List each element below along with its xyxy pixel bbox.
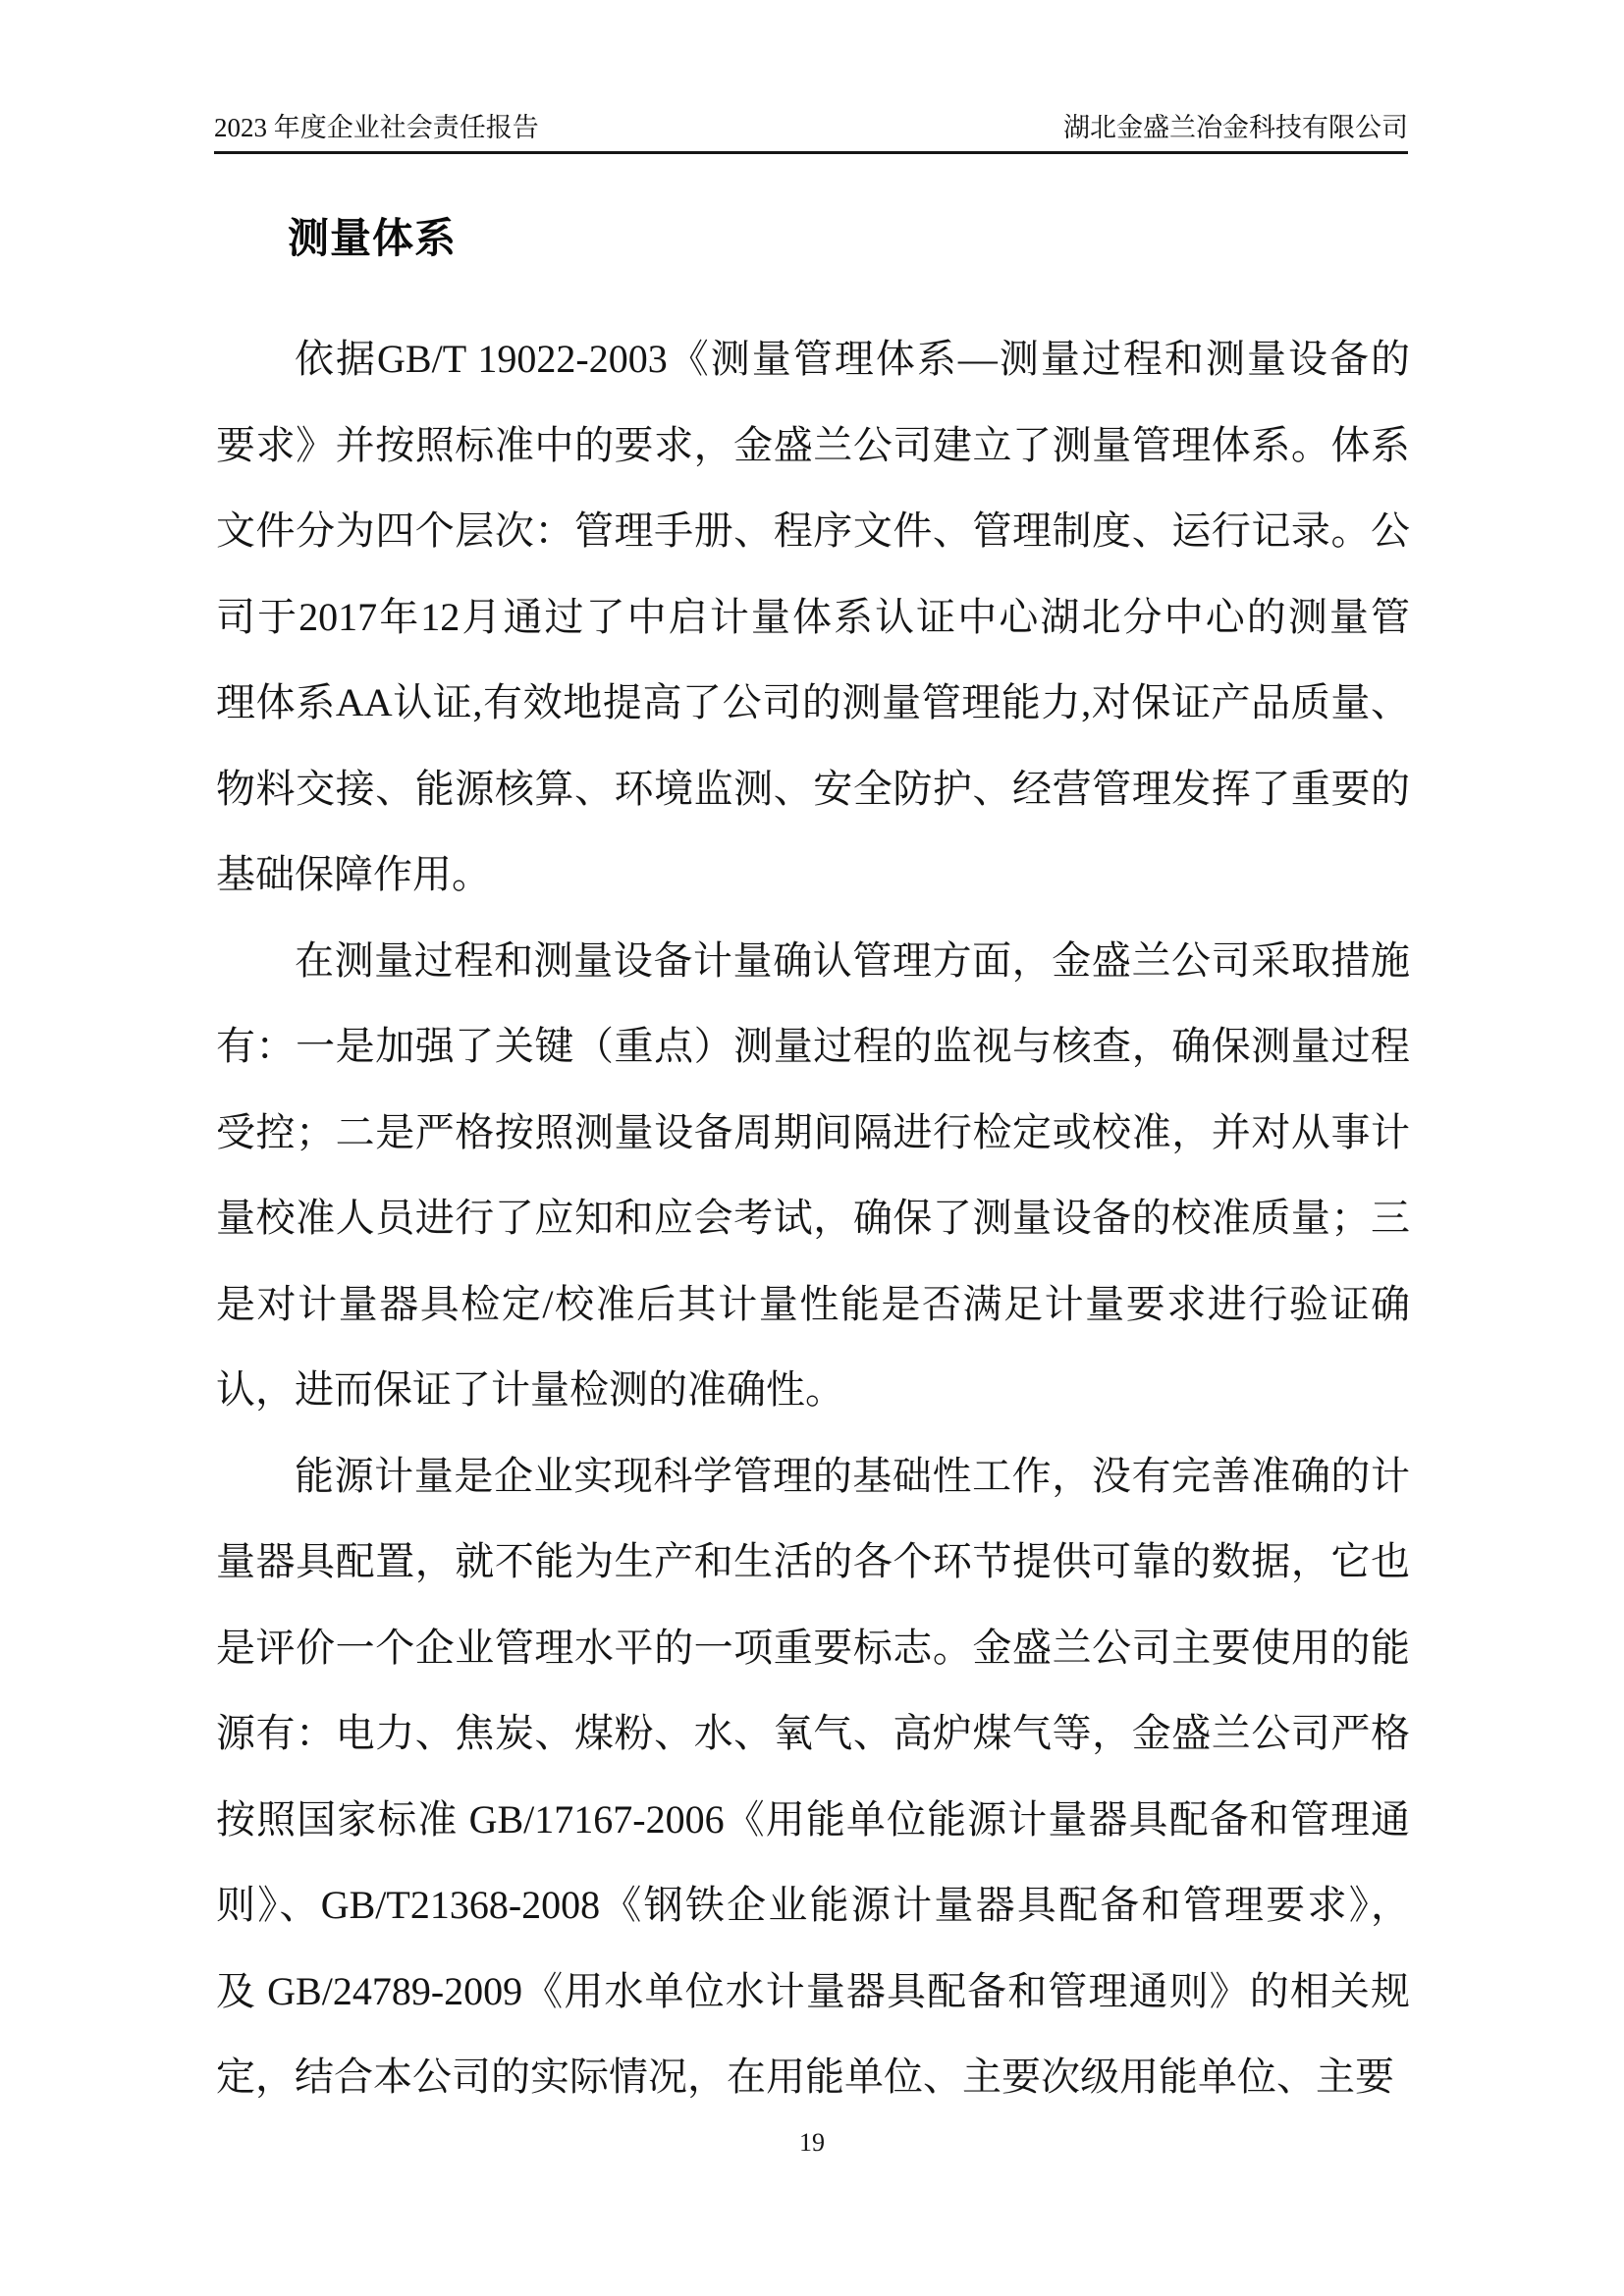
text-line: 司于2017年12月通过了中启计量体系认证中心湖北分中心的测量管 bbox=[216, 594, 1410, 639]
text-line: 物料交接、能源核算、环境监测、安全防护、经营管理发挥了重要的 bbox=[216, 766, 1410, 811]
text-line: 在测量过程和测量设备计量确认管理方面，金盛兰公司采取措施 bbox=[295, 937, 1410, 983]
page-number: 19 bbox=[799, 2128, 825, 2157]
text-line: 基础保障作用。 bbox=[216, 852, 491, 896]
header-report-title: 2023 年度企业社会责任报告 bbox=[214, 113, 539, 142]
text-line: 源有：电力、焦炭、煤粉、水、氧气、高炉煤气等，金盛兰公司严格 bbox=[216, 1711, 1410, 1755]
page-footer bbox=[0, 2128, 1624, 2158]
text-line: 有：一是加强了关键（重点）测量过程的监视与核查，确保测量过程 bbox=[216, 1024, 1410, 1068]
paragraph bbox=[216, 918, 1410, 1433]
paragraph bbox=[216, 1433, 1410, 2120]
page-header bbox=[214, 106, 1408, 154]
text-line: 依据GB/T 19022-2003《测量管理体系—测量过程和测量设备的 bbox=[295, 337, 1410, 381]
text-line: 是对计量器具检定/校准后其计量性能是否满足计量要求进行验证确 bbox=[216, 1281, 1410, 1326]
text-line: 定，结合本公司的实际情况，在用能单位、主要次级用能单位、主要 bbox=[216, 2055, 1394, 2099]
text-line: 量器具配置，就不能为生产和生活的各个环节提供可靠的数据，它也 bbox=[216, 1539, 1410, 1583]
paragraph bbox=[216, 316, 1410, 918]
text-line: 要求》并按照标准中的要求，金盛兰公司建立了测量管理体系。体系 bbox=[216, 422, 1410, 467]
text-line: 按照国家标准 GB/17167-2006《用能单位能源计量器具配备和管理通 bbox=[216, 1796, 1410, 1842]
text-line: 则》、GB/T21368-2008《钢铁企业能源计量器具配备和管理要求》， bbox=[216, 1883, 1410, 1927]
text-line: 受控；二是严格按照测量设备周期间隔进行检定或校准，并对从事计 bbox=[216, 1109, 1410, 1154]
text-line: 认，进而保证了计量检测的准确性。 bbox=[216, 1367, 844, 1412]
text-line: 能源计量是企业实现科学管理的基础性工作，没有完善准确的计 bbox=[295, 1453, 1410, 1498]
text-line: 量校准人员进行了应知和应会考试，确保了测量设备的校准质量；三 bbox=[216, 1196, 1410, 1240]
text-line: 文件分为四个层次：管理手册、程序文件、管理制度、运行记录。公 bbox=[216, 508, 1410, 553]
text-line: 是评价一个企业管理水平的一项重要标志。金盛兰公司主要使用的能 bbox=[216, 1625, 1410, 1670]
section-title: 测量体系 bbox=[288, 215, 458, 261]
text-line: 理体系AA认证,有效地提高了公司的测量管理能力,对保证产品质量、 bbox=[216, 680, 1410, 724]
body-paragraphs bbox=[216, 316, 1410, 2120]
header-company-name: 湖北金盛兰冶金科技有限公司 bbox=[1063, 113, 1408, 142]
text-line: 及 GB/24789-2009《用水单位水计量器具配备和管理通则》的相关规 bbox=[216, 1968, 1410, 2013]
